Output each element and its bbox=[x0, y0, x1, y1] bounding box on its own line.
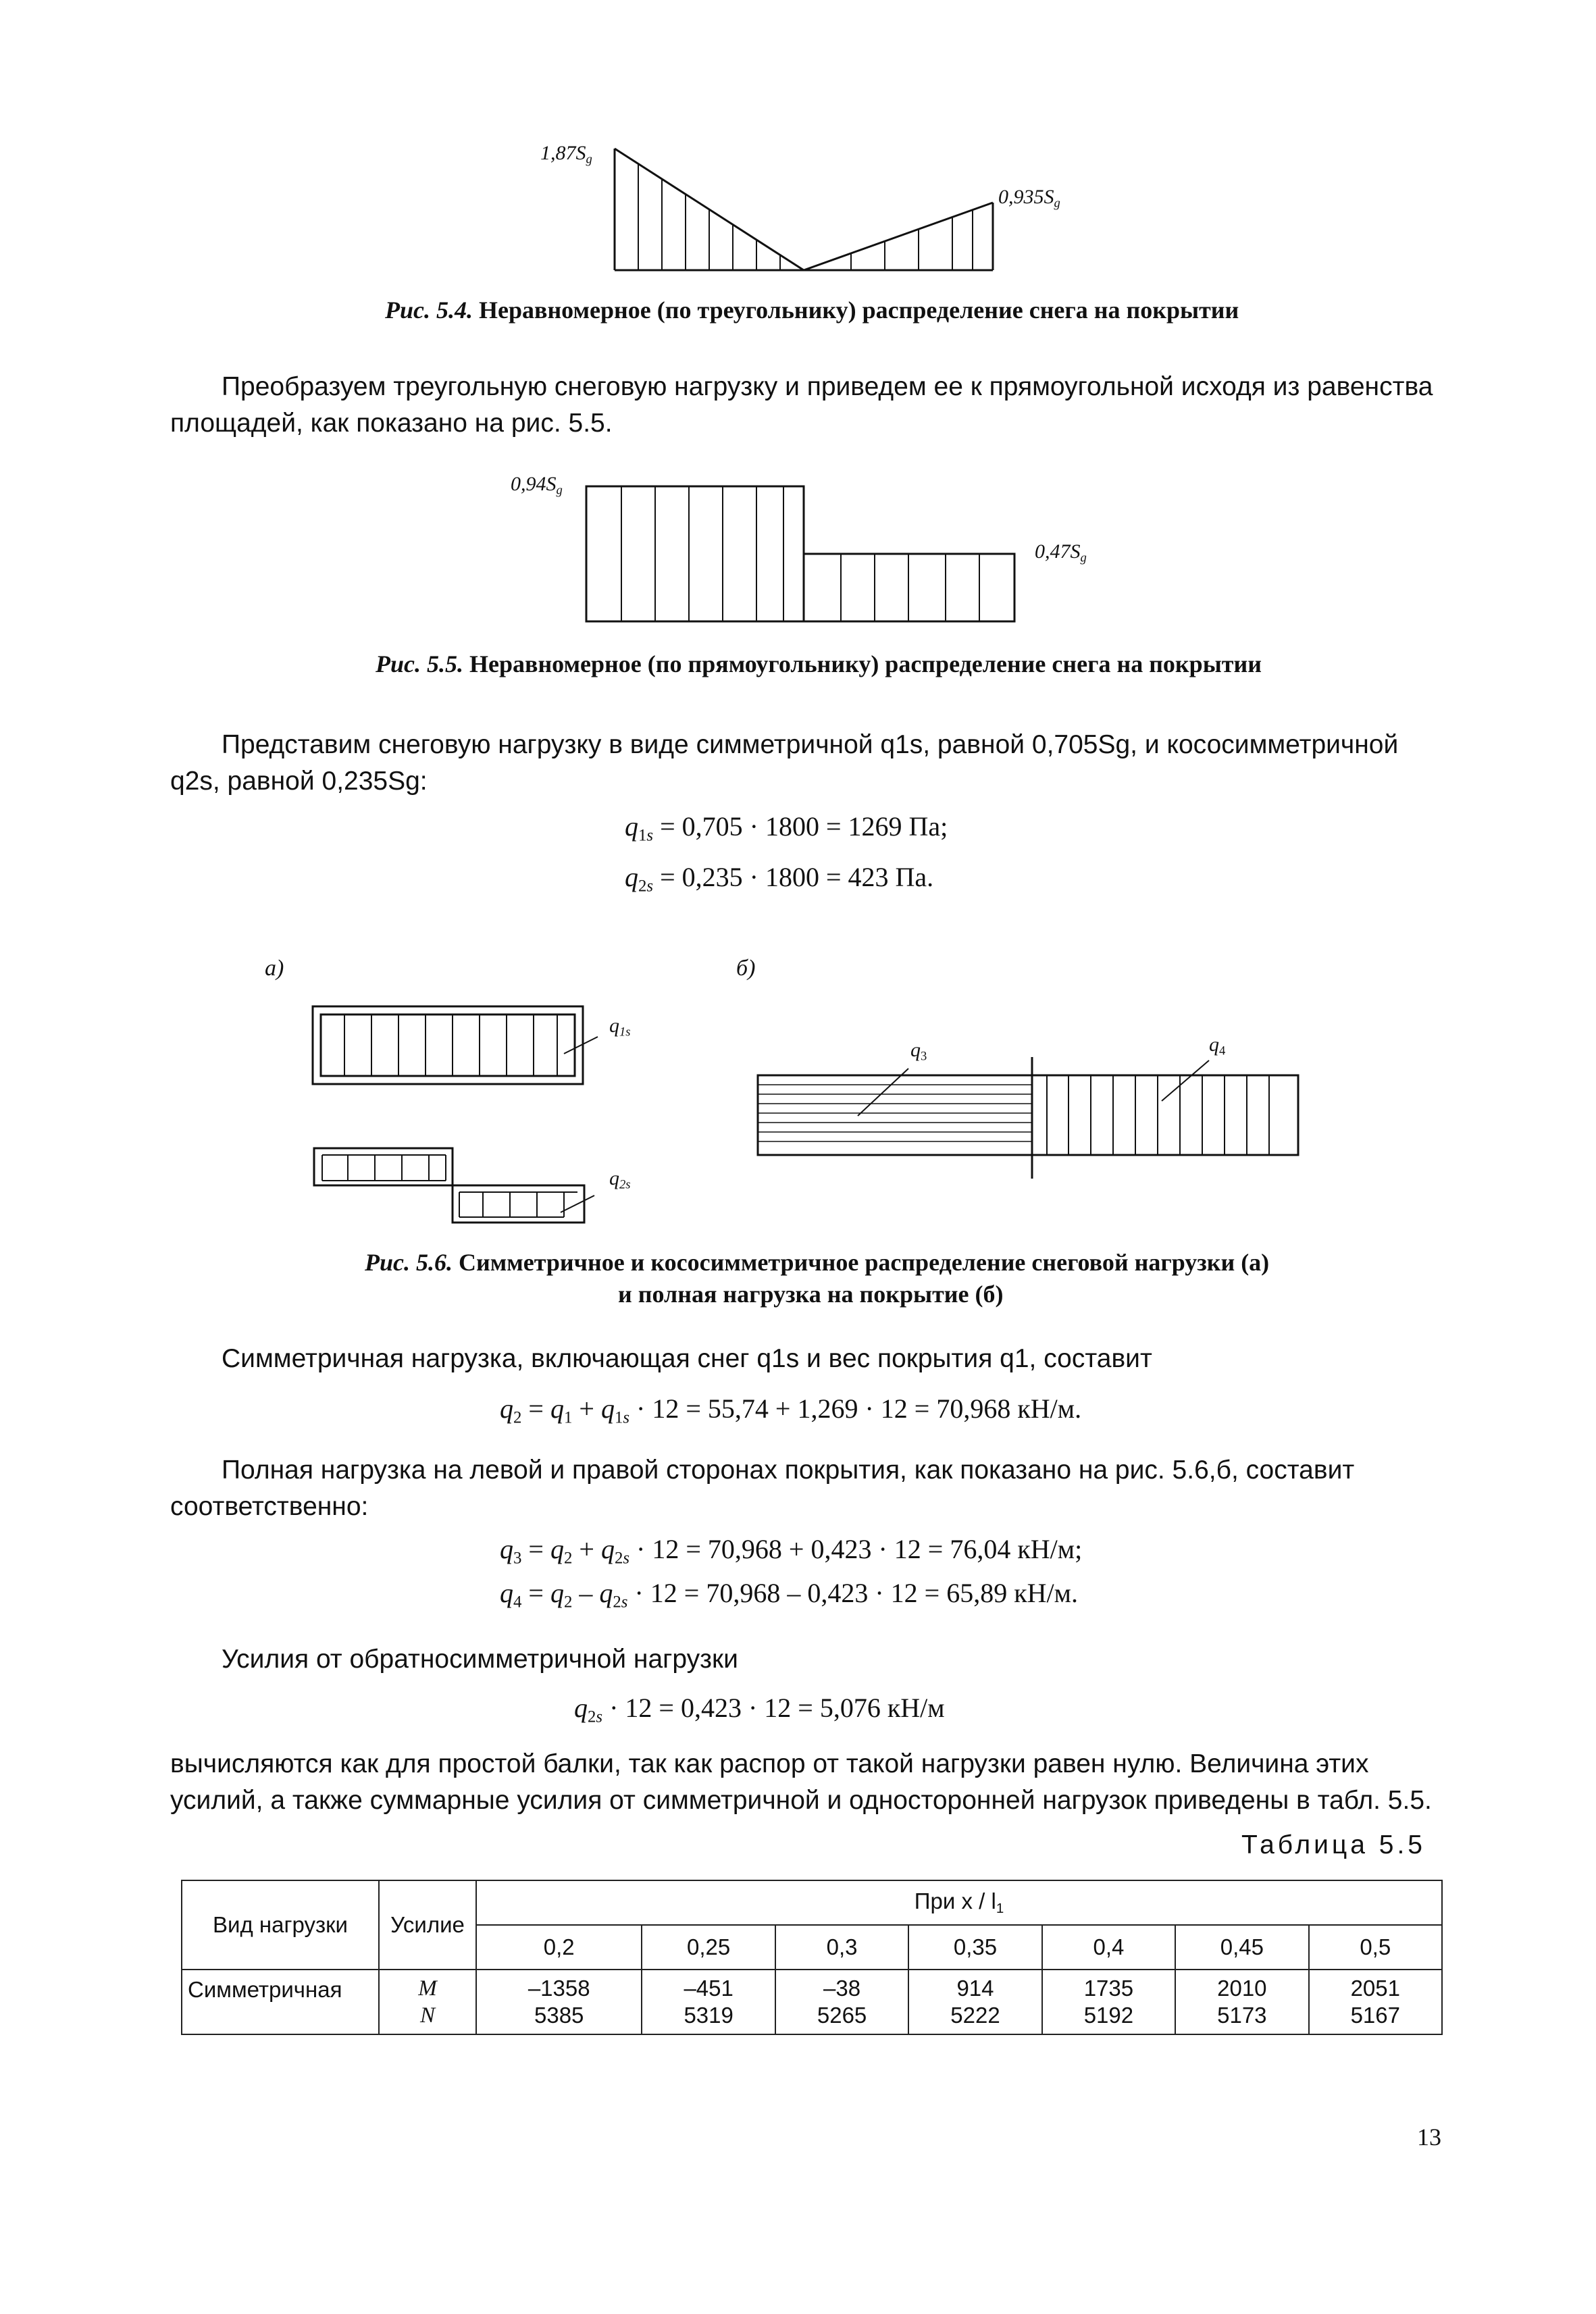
formula-q1s: $q_{1s} = 0,705 \cdot 1800 = 1269$ Па; bbox=[625, 811, 948, 845]
header-force: Усилие bbox=[379, 1880, 476, 1970]
figure-5-6-q1s-label: $q_{1s}$ bbox=[609, 1014, 631, 1039]
paragraph-6: вычисляются как для простой балки, так как распор от такой нагрузки равен нулю. Величина этих усилий, а также суммарные усилия от симметричной и односторонней нагрузок приведены в табл. 5.5. bbox=[170, 1749, 1432, 1815]
value-cell: –38 5265 bbox=[775, 1970, 908, 2034]
figure-5-5-caption: Рис. 5.5. Неравномерное (по прямоугольнику) распределение снега на покрытии bbox=[376, 650, 1262, 677]
header-load-type: Вид нагрузки bbox=[182, 1880, 379, 1970]
value-cell: 2051 5167 bbox=[1309, 1970, 1442, 2034]
table-5-5 bbox=[181, 1880, 1443, 2035]
figure-5-6-q3-label: $q_3$ bbox=[910, 1039, 927, 1064]
figure-5-4-caption: Рис. 5.4. Неравномерное (по треугольнику) распределение снега на покрытии bbox=[385, 297, 1239, 324]
ratio-cell: 0,45 bbox=[1175, 1925, 1308, 1970]
figure-5-4-right-label: $0,935S_g$ bbox=[998, 186, 1060, 211]
formula-q2: $q_2 = q_1 + q_{1s} \cdot 12 = 55,74 + 1,269 \cdot 12 = 70,968$ кН/м. bbox=[500, 1393, 1082, 1427]
figure-5-6-diagram-a-q2s bbox=[307, 1141, 604, 1236]
formula-q2s: $q_{2s} = 0,235 \cdot 1800 = 423$ Па. bbox=[625, 862, 934, 896]
value-cell: 914 5222 bbox=[908, 1970, 1041, 2034]
figure-5-6-label-a: а) bbox=[265, 956, 284, 981]
paragraph-4: Полная нагрузка на левой и правой сторонах покрытия, как показано на рис. 5.6,б, составит соответственно: bbox=[170, 1456, 1355, 1521]
page-number: 13 bbox=[1417, 2124, 1441, 2151]
value-cell: –1358 5385 bbox=[476, 1970, 642, 2034]
figure-5-5-right-label: $0,47S_g$ bbox=[1035, 540, 1087, 565]
figure-5-4-left-label: $1,87S_g$ bbox=[540, 142, 592, 167]
figure-5-5-diagram bbox=[581, 480, 1027, 628]
ratio-cell: 0,35 bbox=[908, 1925, 1041, 1970]
paragraph-1: Преобразуем треугольную снеговую нагрузку и приведем ее к прямоугольной исходя из равенства площадей, как показано на рис. 5.5. bbox=[170, 372, 1433, 438]
load-type-cell: Симметричная bbox=[182, 1970, 379, 2034]
figure-5-6-q2s-label: $q_{2s}$ bbox=[609, 1167, 631, 1192]
table-row bbox=[182, 1970, 1442, 2034]
figure-5-5-left-label: $0,94S_g$ bbox=[511, 473, 563, 498]
ratio-cell: 0,3 bbox=[775, 1925, 908, 1970]
table-header-row bbox=[182, 1880, 1442, 1925]
figure-5-6-label-b: б) bbox=[736, 956, 756, 981]
table-title: Таблица 5.5 bbox=[1241, 1830, 1426, 1859]
value-cell: –451 5319 bbox=[642, 1970, 775, 2034]
ratio-cell: 0,4 bbox=[1042, 1925, 1175, 1970]
figure-5-6-caption-line2: и полная нагрузка на покрытие (б) bbox=[618, 1281, 1004, 1308]
paragraph-5: Усилия от обратносимметричной нагрузки bbox=[222, 1645, 738, 1674]
formula-q3: $q_3 = q_2 + q_{2s} \cdot 12 = 70,968 + 0,423 \cdot 12 = 76,04$ кН/м; bbox=[500, 1534, 1083, 1568]
ratio-cell: 0,25 bbox=[642, 1925, 775, 1970]
figure-5-6-q4-label: $q_4$ bbox=[1209, 1033, 1226, 1058]
formula-q4: $q_4 = q_2 - q_{2s} \cdot 12 = 70,968 - 0,423 \cdot 12 = 65,89$ кН/м. bbox=[500, 1578, 1078, 1612]
value-cell: 1735 5192 bbox=[1042, 1970, 1175, 2034]
paragraph-2: Представим снеговую нагрузку в виде симметричной q1s, равной 0,705Sg, и кососимметричной q2s, равной 0,235Sg: bbox=[170, 730, 1399, 796]
figure-5-6-diagram-a-q1s bbox=[307, 1000, 604, 1094]
ratio-cell: 0,5 bbox=[1309, 1925, 1442, 1970]
force-cell: M N bbox=[379, 1970, 476, 2034]
figure-5-6-diagram-b bbox=[750, 1027, 1317, 1189]
figure-5-6-caption: Рис. 5.6. Симметричное и кососимметричное распределение снеговой нагрузки (а) bbox=[365, 1249, 1270, 1276]
ratio-cell: 0,2 bbox=[476, 1925, 642, 1970]
value-cell: 2010 5173 bbox=[1175, 1970, 1308, 2034]
paragraph-3: Симметричная нагрузка, включающая снег q1s и вес покрытия q1, составит bbox=[222, 1344, 1152, 1373]
formula-q2s-force: $q_{2s} \cdot 12 = 0,423 \cdot 12 = 5,076$ кН/м bbox=[574, 1693, 945, 1726]
header-ratio: При x / $l_1$ bbox=[476, 1880, 1442, 1925]
